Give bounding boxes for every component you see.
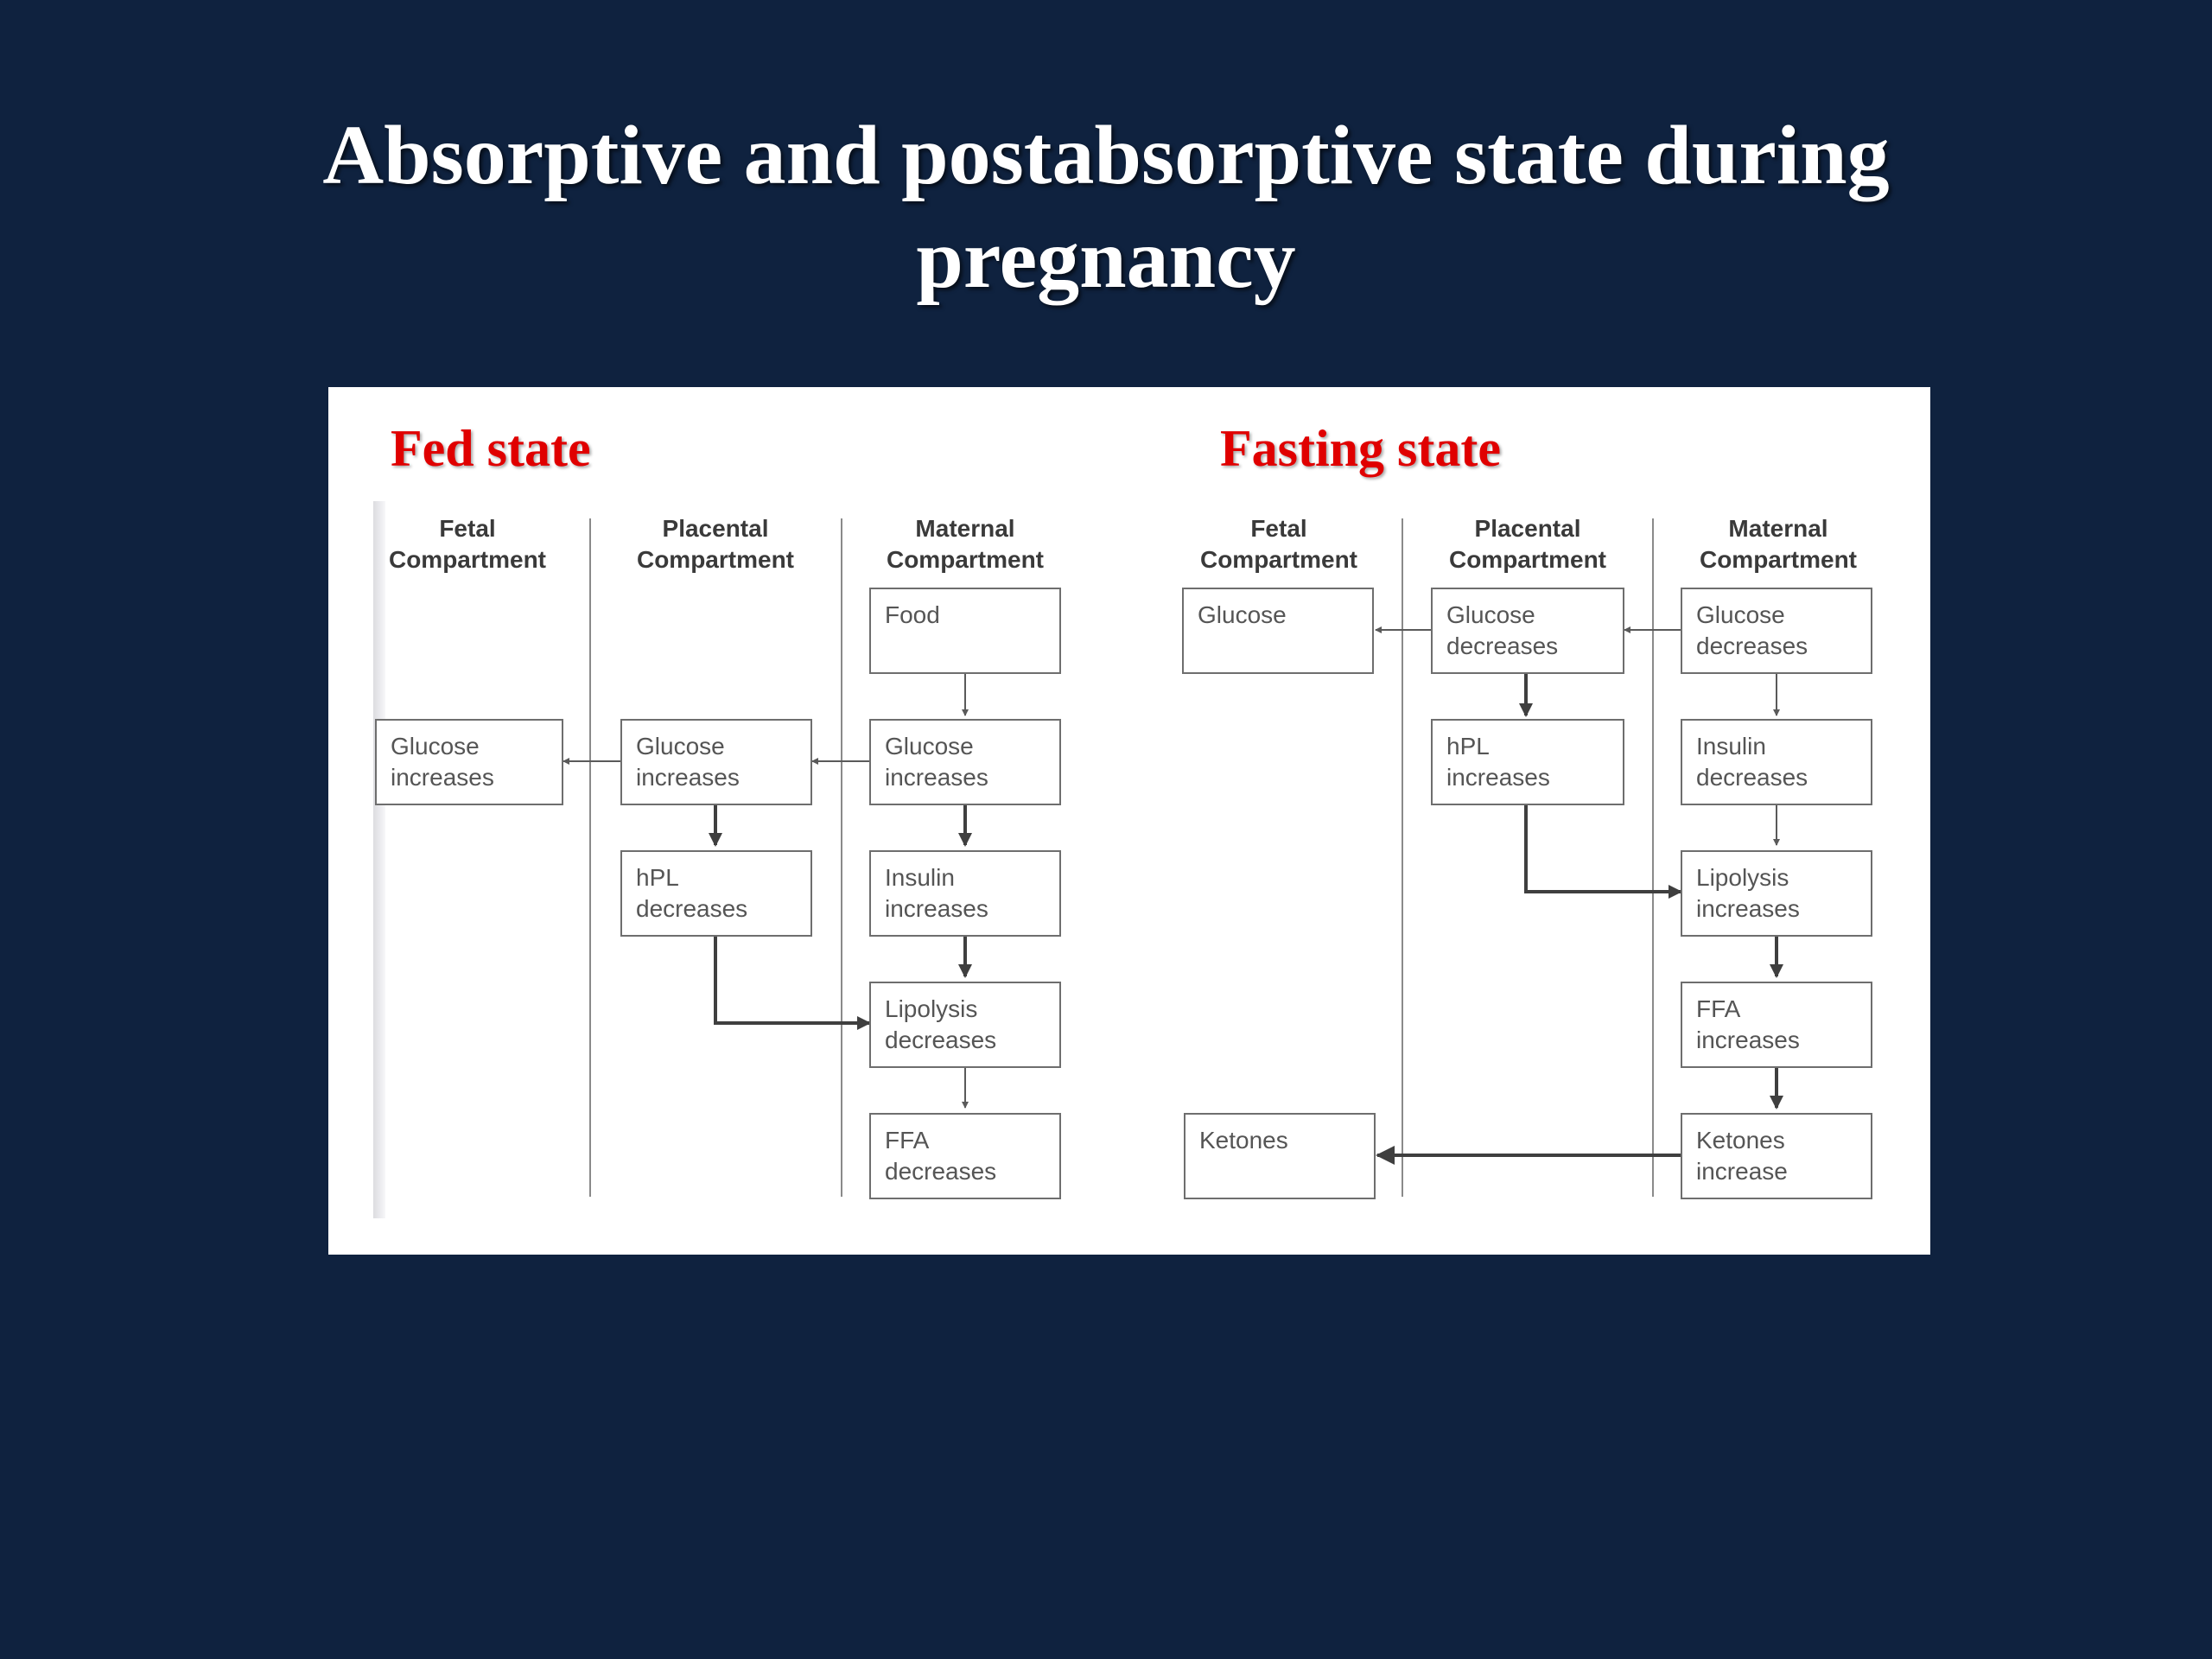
- fed-ffa-box: [869, 1113, 1061, 1199]
- node-line: Glucose: [636, 733, 725, 760]
- node-line: Food: [885, 601, 940, 628]
- node-line: Ketones: [1696, 1127, 1785, 1154]
- node-line: increase: [1696, 1158, 1788, 1185]
- node-line: Lipolysis: [885, 995, 978, 1022]
- fasting-ffa-box: [1681, 982, 1872, 1068]
- header-line: Compartment: [636, 546, 794, 573]
- node-line: decreases: [885, 1158, 997, 1185]
- fasting-maternal-glucose-box: [1681, 588, 1872, 674]
- fasting-ketones-box: [1681, 1113, 1872, 1199]
- node-line: increases: [885, 895, 988, 922]
- fasting-lipolysis-box: [1681, 850, 1872, 937]
- node-line: increases: [885, 764, 988, 791]
- node-line: FFA: [885, 1127, 930, 1154]
- node-line: Insulin: [885, 864, 955, 891]
- fed-placental-glucose-box: [620, 719, 812, 805]
- node-line: increases: [636, 764, 740, 791]
- diagram-panel: [328, 387, 1930, 1255]
- fasting-hpl-box: [1431, 719, 1624, 805]
- fed-state-heading: Fed state: [391, 420, 591, 477]
- node-line: hPL: [1446, 733, 1490, 760]
- node-line: decreases: [1446, 632, 1559, 659]
- arrow-hpl-to-lipolysis: [715, 937, 869, 1023]
- slide-title-line-1: Absorptive and postabsorptive state during: [322, 109, 1890, 202]
- header-line: Compartment: [1448, 546, 1606, 573]
- header-line: Maternal: [1728, 515, 1828, 542]
- header-line: Compartment: [388, 546, 546, 573]
- fasting-fetal-glucose-box: [1182, 588, 1374, 674]
- node-line: Glucose: [391, 733, 480, 760]
- node-line: Glucose: [1198, 601, 1287, 628]
- node-line: increases: [1696, 895, 1800, 922]
- header-line: Maternal: [915, 515, 1015, 542]
- node-line: Glucose: [885, 733, 974, 760]
- node-line: FFA: [1696, 995, 1741, 1022]
- header-line: Placental: [662, 515, 769, 542]
- node-line: increases: [1696, 1027, 1800, 1053]
- arrow-hpl-to-lipolysis-fasting: [1526, 805, 1681, 892]
- node-line: decreases: [636, 895, 748, 922]
- node-line: increases: [1446, 764, 1550, 791]
- fed-hpl-box: [620, 850, 812, 937]
- node-line: decreases: [1696, 632, 1808, 659]
- fed-maternal-glucose-box: [869, 719, 1061, 805]
- slide-title: [0, 104, 2212, 311]
- fed-lipolysis-box: [869, 982, 1061, 1068]
- header-line: Fetal: [1250, 515, 1307, 542]
- fed-insulin-box: [869, 850, 1061, 937]
- node-line: hPL: [636, 864, 679, 891]
- node-line: decreases: [1696, 764, 1808, 791]
- node-line: decreases: [885, 1027, 997, 1053]
- header-line: Compartment: [1199, 546, 1357, 573]
- node-line: Glucose: [1446, 601, 1535, 628]
- header-line: Compartment: [1699, 546, 1857, 573]
- node-line: Glucose: [1696, 601, 1785, 628]
- fasting-fetal-ketones-box: [1184, 1113, 1376, 1199]
- fasting-state-heading: Fasting state: [1220, 420, 1501, 477]
- node-line: Lipolysis: [1696, 864, 1789, 891]
- slide-title-line-2: pregnancy: [916, 213, 1296, 306]
- fed-food-box: [869, 588, 1061, 674]
- fed-fetal-glucose-box: [375, 719, 563, 805]
- header-line: Placental: [1474, 515, 1581, 542]
- node-line: Ketones: [1199, 1127, 1288, 1154]
- node-line: increases: [391, 764, 494, 791]
- fasting-insulin-box: [1681, 719, 1872, 805]
- header-line: Fetal: [439, 515, 496, 542]
- fasting-placental-glucose-box: [1431, 588, 1624, 674]
- header-line: Compartment: [886, 546, 1044, 573]
- node-line: Insulin: [1696, 733, 1766, 760]
